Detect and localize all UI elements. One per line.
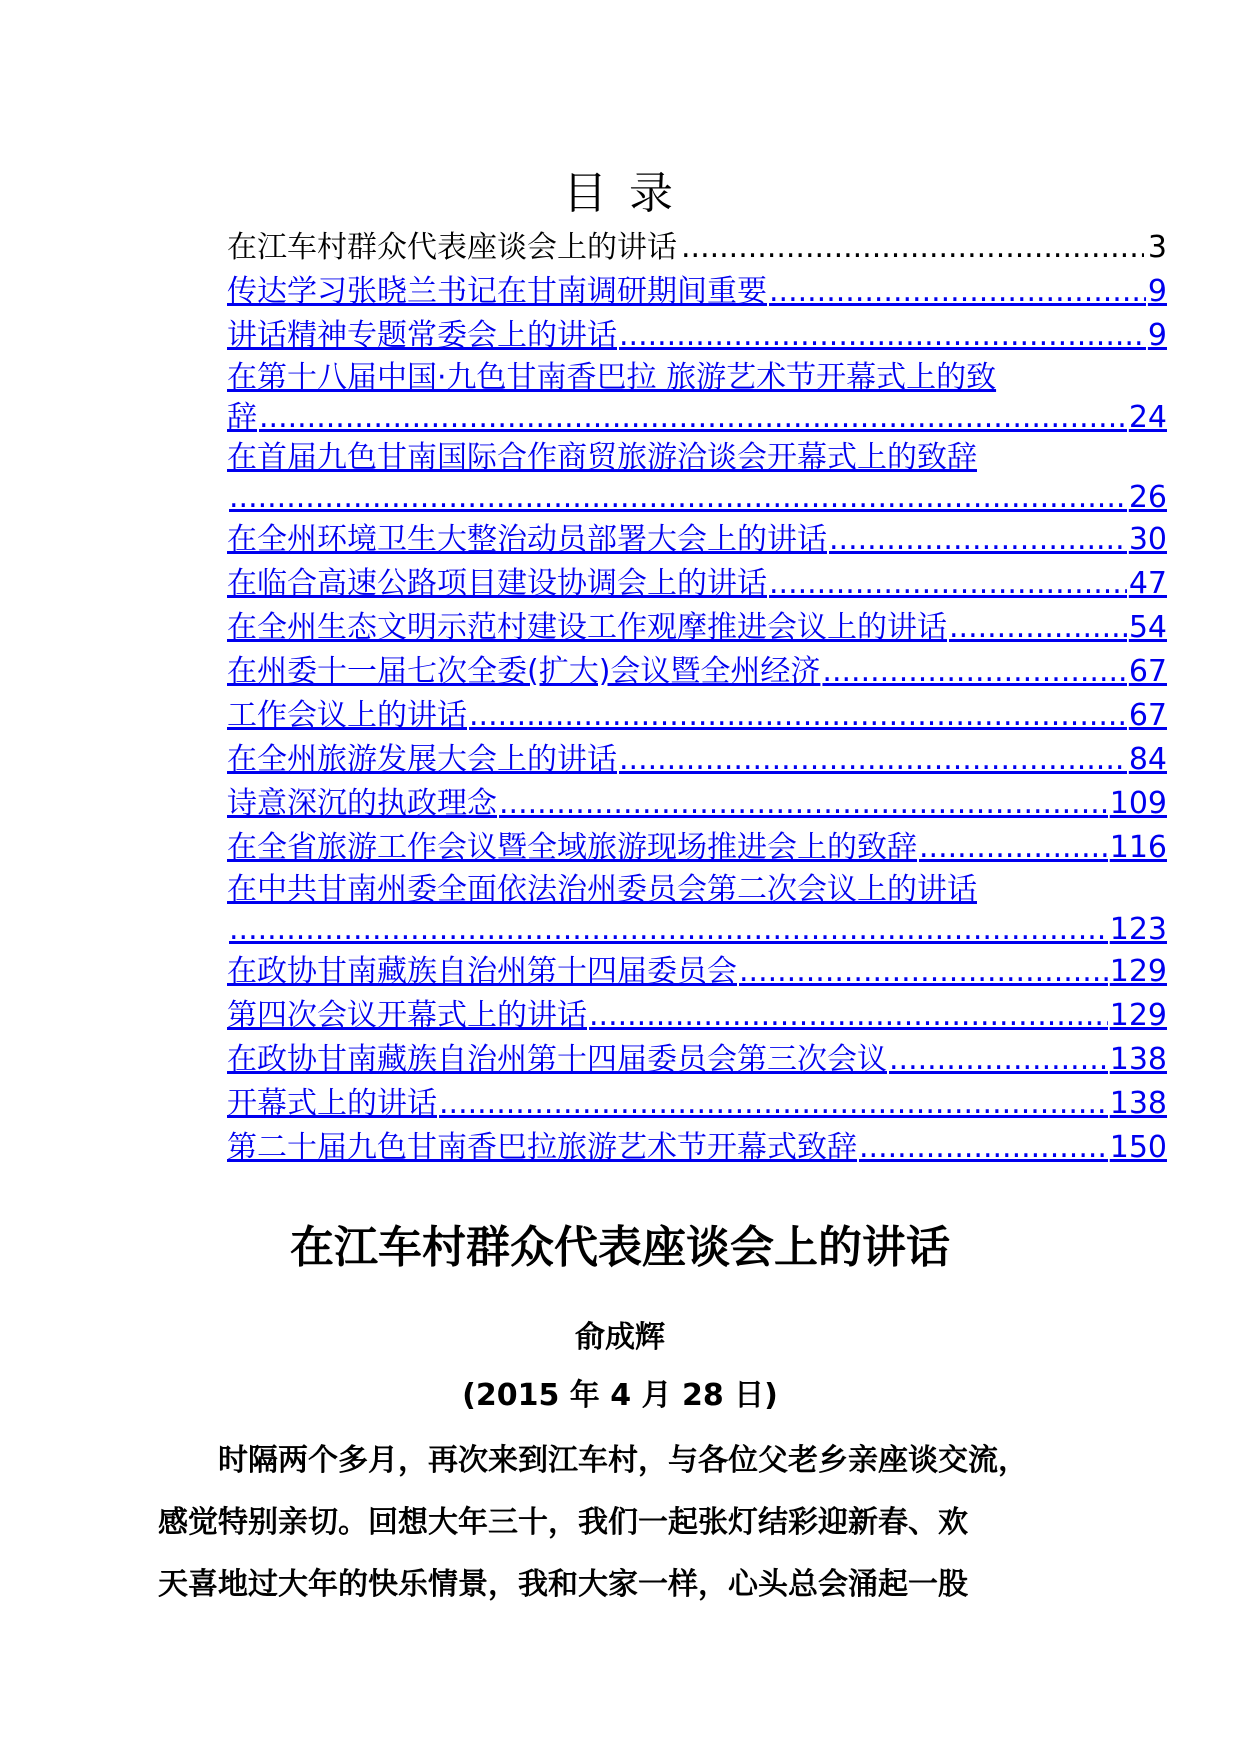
toc-entry[interactable] xyxy=(227,518,1167,562)
toc-entry-title: 在江车村群众代表座谈会上的讲话 xyxy=(227,230,677,265)
body-line: 天喜地过大年的快乐情景，我和大家一样，心头总会涌起一股 xyxy=(158,1567,968,1602)
toc-entry-title: 讲话精神专题常委会上的讲话 xyxy=(227,318,617,353)
toc-entry-title: 在政协甘南藏族自治州第十四届委员会第三次会议 xyxy=(227,1042,887,1077)
toc-leader-dots xyxy=(769,562,1127,606)
toc-page-number: 47 xyxy=(1128,566,1167,601)
toc-leader-dots xyxy=(499,782,1108,826)
toc-heading: 目 录 xyxy=(563,168,677,219)
toc-entry[interactable] xyxy=(227,314,1167,358)
toc-page-number: 150 xyxy=(1109,1130,1167,1165)
table-of-contents xyxy=(227,226,1167,1170)
toc-page-number: 123 xyxy=(1109,912,1167,947)
article-date: (2015 年 4 月 28 日) xyxy=(462,1378,778,1413)
toc-entry-title: 第四次会议开幕式上的讲话 xyxy=(227,998,587,1033)
toc-page-number: 129 xyxy=(1109,954,1167,989)
toc-entry[interactable] xyxy=(227,438,1167,518)
toc-page-number: 9 xyxy=(1147,318,1167,353)
toc-entry-title: 在全州环境卫生大整治动员部署大会上的讲话 xyxy=(227,522,827,557)
toc-entry[interactable] xyxy=(227,650,1167,694)
toc-page-number: 116 xyxy=(1109,830,1167,865)
toc-entry[interactable] xyxy=(227,950,1167,994)
toc-leader-dots xyxy=(859,1126,1108,1170)
body-line: 时隔两个多月，再次来到江车村，与各位父老乡亲座谈交流， xyxy=(218,1443,1028,1478)
toc-entry-title: 在中共甘南州委全面依法治州委员会第二次会议上的讲话 xyxy=(227,872,977,907)
toc-leader-dots xyxy=(469,694,1127,738)
body-line: 感觉特别亲切。回想大年三十，我们一起张灯结彩迎新春、欢 xyxy=(158,1505,968,1540)
toc-leader-dots xyxy=(589,994,1108,1038)
toc-page-number: 26 xyxy=(1128,480,1167,515)
toc-leader-dots xyxy=(919,826,1108,870)
toc-leader-dots xyxy=(259,398,1127,438)
toc-page-number: 24 xyxy=(1128,400,1167,435)
toc-entry-title: 在州委十一届七次全委(扩大)会议暨全州经济 xyxy=(227,654,821,689)
toc-page-number: 84 xyxy=(1128,742,1167,777)
toc-leader-dots xyxy=(619,738,1127,782)
toc-entry[interactable] xyxy=(227,826,1167,870)
toc-page-number: 67 xyxy=(1128,654,1167,689)
toc-entry-title: 在全州生态文明示范村建设工作观摩推进会议上的讲话 xyxy=(227,610,947,645)
toc-entry[interactable] xyxy=(227,738,1167,782)
article-author: 俞成辉 xyxy=(575,1320,665,1355)
toc-page-number: 54 xyxy=(1128,610,1167,645)
toc-leader-dots xyxy=(949,606,1127,650)
toc-leader-dots xyxy=(229,478,1127,518)
toc-entry[interactable] xyxy=(227,1082,1167,1126)
toc-entry-title: 在首届九色甘南国际合作商贸旅游洽谈会开幕式上的致辞 xyxy=(227,440,977,475)
toc-leader-dots xyxy=(739,950,1108,994)
toc-entry-title: 传达学习张晓兰书记在甘南调研期间重要 xyxy=(227,274,767,309)
toc-page-number: 67 xyxy=(1128,698,1167,733)
toc-page-number: 9 xyxy=(1147,274,1167,309)
toc-page-number: 138 xyxy=(1109,1086,1167,1121)
toc-page-number: 138 xyxy=(1109,1042,1167,1077)
toc-entry-title: 在全省旅游工作会议暨全域旅游现场推进会上的致辞 xyxy=(227,830,917,865)
toc-entry-title: 在全州旅游发展大会上的讲话 xyxy=(227,742,617,777)
toc-leader-dots xyxy=(229,910,1108,950)
toc-page-number: 3 xyxy=(1147,230,1167,265)
toc-leader-dots xyxy=(681,226,1144,270)
toc-entry[interactable] xyxy=(227,782,1167,826)
toc-entry-title: 在第十八届中国·九色甘南香巴拉 旅游艺术节开幕式上的致 xyxy=(227,360,997,395)
toc-entry xyxy=(227,226,1167,270)
toc-leader-dots xyxy=(439,1082,1108,1126)
toc-entry-title: 在临合高速公路项目建设协调会上的讲话 xyxy=(227,566,767,601)
article-body xyxy=(158,1430,1098,1616)
toc-leader-dots xyxy=(889,1038,1108,1082)
toc-entry-title: 第二十届九色甘南香巴拉旅游艺术节开幕式致辞 xyxy=(227,1130,857,1165)
toc-entry[interactable] xyxy=(227,562,1167,606)
toc-entry[interactable] xyxy=(227,606,1167,650)
toc-entry-title: 在政协甘南藏族自治州第十四届委员会 xyxy=(227,954,737,989)
toc-entry-title: 工作会议上的讲话 xyxy=(227,698,467,733)
toc-entry-title: 辞 xyxy=(227,400,257,435)
toc-page-number: 30 xyxy=(1128,522,1167,557)
toc-leader-dots xyxy=(822,650,1126,694)
toc-entry[interactable] xyxy=(227,1126,1167,1170)
toc-entry[interactable] xyxy=(227,270,1167,314)
toc-entry[interactable] xyxy=(227,1038,1167,1082)
toc-entry-title: 诗意深沉的执政理念 xyxy=(227,786,497,821)
toc-entry[interactable] xyxy=(227,870,1167,950)
toc-leader-dots xyxy=(619,314,1146,358)
toc-page-number: 129 xyxy=(1109,998,1167,1033)
toc-entry-title: 开幕式上的讲话 xyxy=(227,1086,437,1121)
toc-page-number: 109 xyxy=(1109,786,1167,821)
toc-entry[interactable] xyxy=(227,994,1167,1038)
toc-entry[interactable] xyxy=(227,694,1167,738)
toc-leader-dots xyxy=(829,518,1127,562)
toc-leader-dots xyxy=(769,270,1146,314)
article-title: 在江车村群众代表座谈会上的讲话 xyxy=(290,1222,950,1273)
toc-entry[interactable] xyxy=(227,358,1167,438)
